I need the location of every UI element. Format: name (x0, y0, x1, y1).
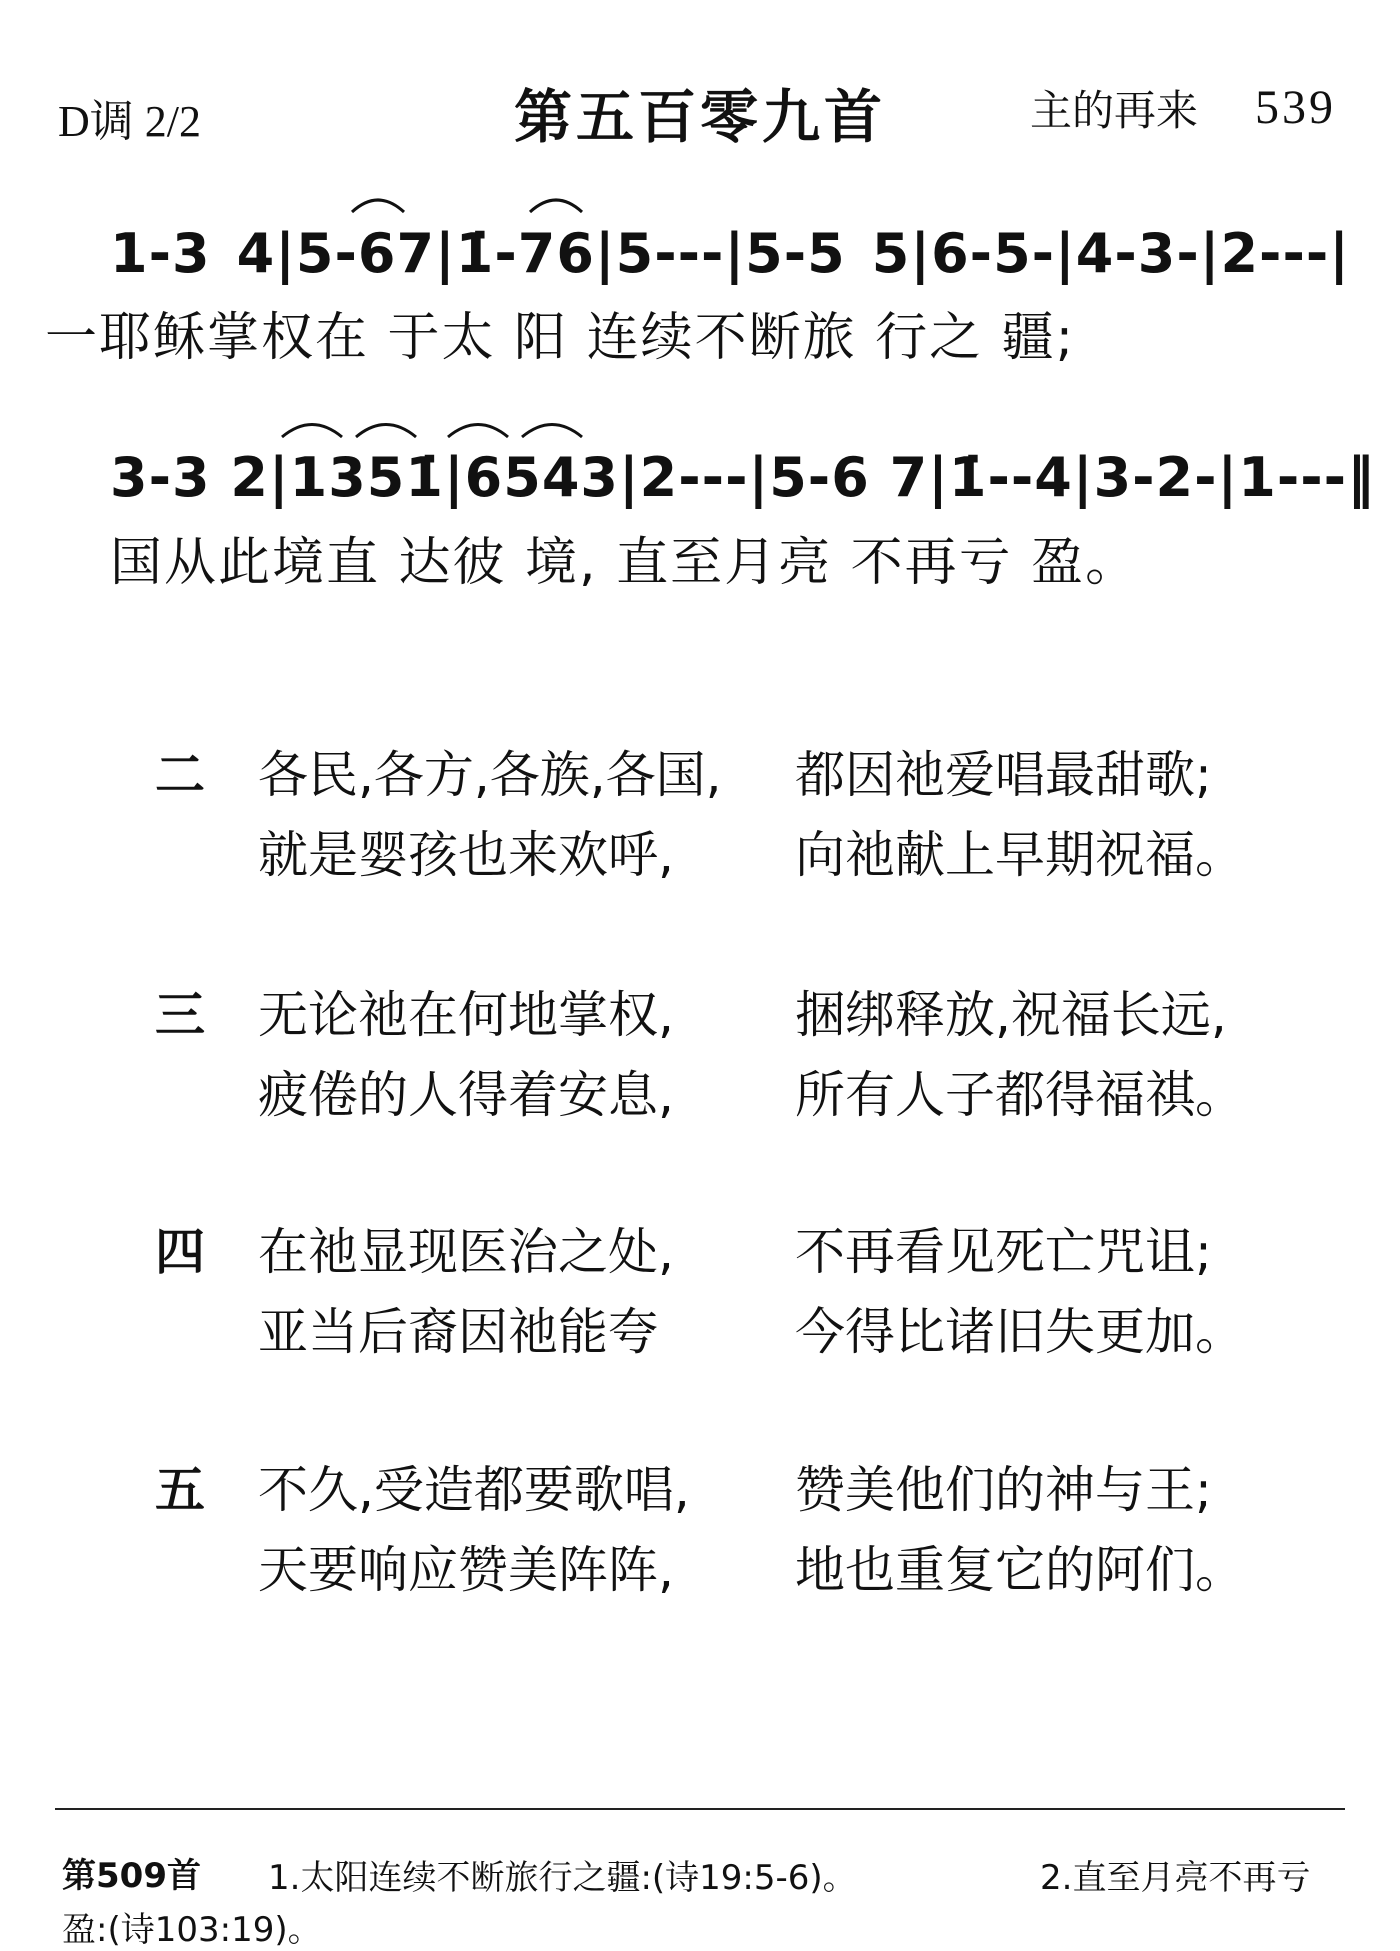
verse-5-line-1-left: 不久,受造都要歌唱, (258, 1461, 690, 1519)
slur-mark (530, 200, 582, 212)
lyric-line-1: 一耶稣掌权在 于太 阳 连续不断旅 行之 疆; (45, 308, 1076, 368)
lyric-line-2: 国从此境直 达彼 境, 直至月亮 不再亏 盈。 (110, 533, 1140, 593)
verse-number-3: 三 (155, 986, 205, 1044)
footnote-2: 2.直至月亮不再亏 (1040, 1858, 1311, 1898)
verse-4-line-1-right: 不再看见死亡咒诅; (795, 1223, 1212, 1281)
verse-4-line-1-left: 在祂显现医治之处, (258, 1223, 674, 1281)
slur-mark (352, 200, 404, 212)
verse-2-line-1-left: 各民,各方,各族,各国, (258, 746, 722, 804)
verse-3-line-1-left: 无论祂在何地掌权, (258, 986, 674, 1044)
notation-line-2: 3-3 2|1351̇|6543|2---|5-6 7|1̇--4|3-2-|1---‖ (110, 446, 1376, 509)
verse-number-5: 五 (155, 1461, 205, 1519)
footnote-divider (55, 1808, 1345, 1810)
notation-line-1: 1-3 4|5-67|1̇-76|5---|5-5 5|6-5-|4-3-|2---| (110, 222, 1350, 285)
verse-2-line-1-right: 都因祂爱唱最甜歌; (795, 746, 1212, 804)
footnote-1: 1.太阳连续不断旅行之疆:(诗19:5-6)。 (268, 1858, 857, 1898)
verse-5-line-1-right: 赞美他们的神与王; (795, 1461, 1212, 1519)
verse-3-line-2-left: 疲倦的人得着安息, (258, 1066, 674, 1124)
footnote-2-continued: 盈:(诗103:19)。 (62, 1910, 322, 1950)
verse-2-line-2-left: 就是婴孩也来欢呼, (258, 826, 674, 884)
hymn-theme: 主的再来 (1030, 86, 1199, 135)
verse-2-line-2-right: 向祂献上早期祝福。 (795, 826, 1245, 884)
verse-number-2: 二 (155, 746, 205, 804)
verse-number-4: 四 (155, 1223, 205, 1281)
verse-5-line-2-right: 地也重复它的阿们。 (795, 1541, 1245, 1599)
hymn-title: 第五百零九首 (513, 83, 886, 151)
footnote-label: 第509首 (62, 1856, 201, 1896)
verse-3-line-2-right: 所有人子都得福祺。 (795, 1066, 1245, 1124)
slur-mark (282, 425, 342, 438)
verse-4-line-2-left: 亚当后裔因祂能夸 (258, 1303, 658, 1361)
verse-3-line-1-right: 捆绑释放,祝福长远, (795, 986, 1227, 1044)
slur-mark (356, 425, 416, 438)
slur-mark (448, 425, 508, 438)
page-number: 539 (1255, 81, 1336, 134)
slur-mark (522, 425, 582, 438)
verse-5-line-2-left: 天要响应赞美阵阵, (258, 1541, 674, 1599)
key-signature: D调 2/2 (58, 97, 201, 146)
verse-4-line-2-right: 今得比诸旧失更加。 (795, 1303, 1245, 1361)
slur-marks (0, 0, 1400, 600)
